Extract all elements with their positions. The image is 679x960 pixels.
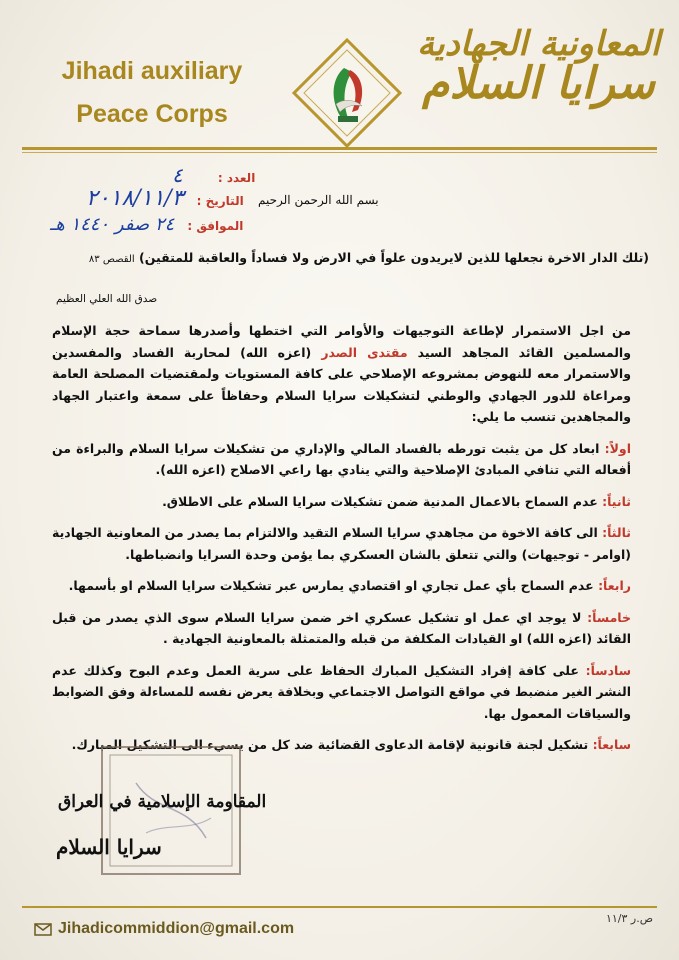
footer-rule <box>22 906 657 908</box>
verse-reference: القصص ٨٣ <box>88 254 135 265</box>
signature-line1: المقاومة الإسلامية في العراق <box>58 792 267 812</box>
item-label: سابعاً: <box>592 737 631 752</box>
item-text: عدم السماح بالاعمال المدنية ضمن تشكيلات سرايا السلام على الاطلاق. <box>162 493 598 509</box>
quran-verse <box>28 250 649 265</box>
list-item <box>52 660 631 725</box>
header-english <box>22 50 282 135</box>
letter-body <box>52 320 631 766</box>
item-text: عدم السماح بأي عمل تجاري او اقتصادي يمارس عبر تشكيلات سرايا السلام او بأسمها. <box>68 578 594 593</box>
item-text: على كافة إفراد التشكيل المبارك الحفاظ على سرية العمل وعدم البوح وكذلك عدم النشر الغير منضبط في مواقع التواصل الاجتماعي وبخلافة يعرض نفسه للمساءلة وفق الضوابط والسياقات المعمول بها. <box>52 662 631 721</box>
meta-number <box>172 163 255 187</box>
header-en-line2: Peace Corps <box>76 99 228 128</box>
list-item <box>52 438 631 481</box>
sadaq-line: صدق الله العلي العظيم <box>56 293 158 305</box>
number-label: العدد : <box>217 171 256 185</box>
item-label: خامساً: <box>587 609 632 625</box>
emblem-logo <box>292 38 402 148</box>
footer-pobox: ص.ر ١١/٣ <box>605 912 653 925</box>
item-label: اولاً: <box>604 440 631 456</box>
header-ar-line1: المعاونية الجهادية <box>416 24 661 64</box>
date-label: التاريخ : <box>196 194 244 208</box>
header-ar-line2: سرايا السلام <box>422 58 655 109</box>
item-text: لا يوجد اي عمل او تشكيل عسكري اخر ضمن سرايا السلام سوى الذي يصدر من قبل القائد (اعزه الله) او القيادات المكلفة من قبله والمتمثلة بالمعاونية الجهادية . <box>52 609 631 646</box>
corresp-value: ٢٤ صفر ١٤٤٠ هـ <box>50 214 175 235</box>
verse-text: (تلك الدار الاخرة نجعلها للذين لايريدون علواً في الارض ولا فساداً والعاقبة للمتقين) <box>139 250 649 265</box>
mail-icon <box>34 923 52 936</box>
basmala: بسم الله الرحمن الرحيم <box>258 193 379 207</box>
header-en-line1: Jihadi auxiliary <box>61 57 243 85</box>
item-text: ابعاد كل من يثبت تورطه بالفساد المالي والإداري من تشكيلات سرايا السلام والبراءة من أفعاله التي تنافي المبادئ الإصلاحية والتي ينادي بها راعي الاصلاح (اعزه الله). <box>52 440 631 477</box>
corresp-label: الموافق : <box>187 219 244 233</box>
header-rule <box>22 147 657 150</box>
item-label: ثانياً: <box>602 493 631 509</box>
list-item <box>52 607 631 650</box>
item-text: تشكيل لجنة قانونية لإقامة الدعاوى القضائية ضد كل من يسيء الى التشكيل المبارك. <box>71 737 589 752</box>
meta-date <box>86 186 244 211</box>
header-arabic <box>416 24 661 109</box>
intro-paragraph <box>52 320 631 428</box>
email-address: Jihadicommiddion@gmail.com <box>58 920 295 937</box>
item-label: سادساً: <box>585 662 631 678</box>
number-value: ٤ <box>172 163 183 187</box>
intro-text-2: (اعزه الله) لمحاربة الفساد والمفسدين والاستمرار معه للنهوض بمشروعه الإصلاحي على كافة المستويات ولمقتضيات المصلحة العامة ومراعاة للدور الجهادي والوطني لتشكيلات سرايا السلام وحفاظاً على سمعة واعتبار الجهاد والمجاهدين تنسب ما يلي: <box>52 344 631 424</box>
date-value: ٢٠١٨/١١/٣ <box>86 186 184 211</box>
item-label: رابعاً: <box>598 578 631 593</box>
footer-email <box>34 920 294 938</box>
intro-text-1: من اجل الاستمرار لإطاعة التوجيهات والأوامر التي اختطها وأصدرها سماحة حجة الإسلام والمسلمين القائد المجاهد السيد <box>52 323 631 360</box>
list-item <box>52 491 631 513</box>
list-item <box>52 522 631 565</box>
item-label: ثالثاً: <box>602 525 631 540</box>
leader-name: مقتدى الصدر <box>321 344 408 360</box>
header-rule-thin <box>22 152 657 153</box>
list-item <box>52 575 631 597</box>
item-text: الى كافة الاخوة من مجاهدي سرايا السلام التقيد والالتزام بما يصدر من المعاونية الجهادية (اوامر - توجيهات) والتي تتعلق بالشان العسكري بما يؤمن وحدة السرايا وانضباطها. <box>52 525 631 562</box>
meta-corresp <box>50 214 243 235</box>
signature-line2: سرايا السلام <box>56 835 162 859</box>
